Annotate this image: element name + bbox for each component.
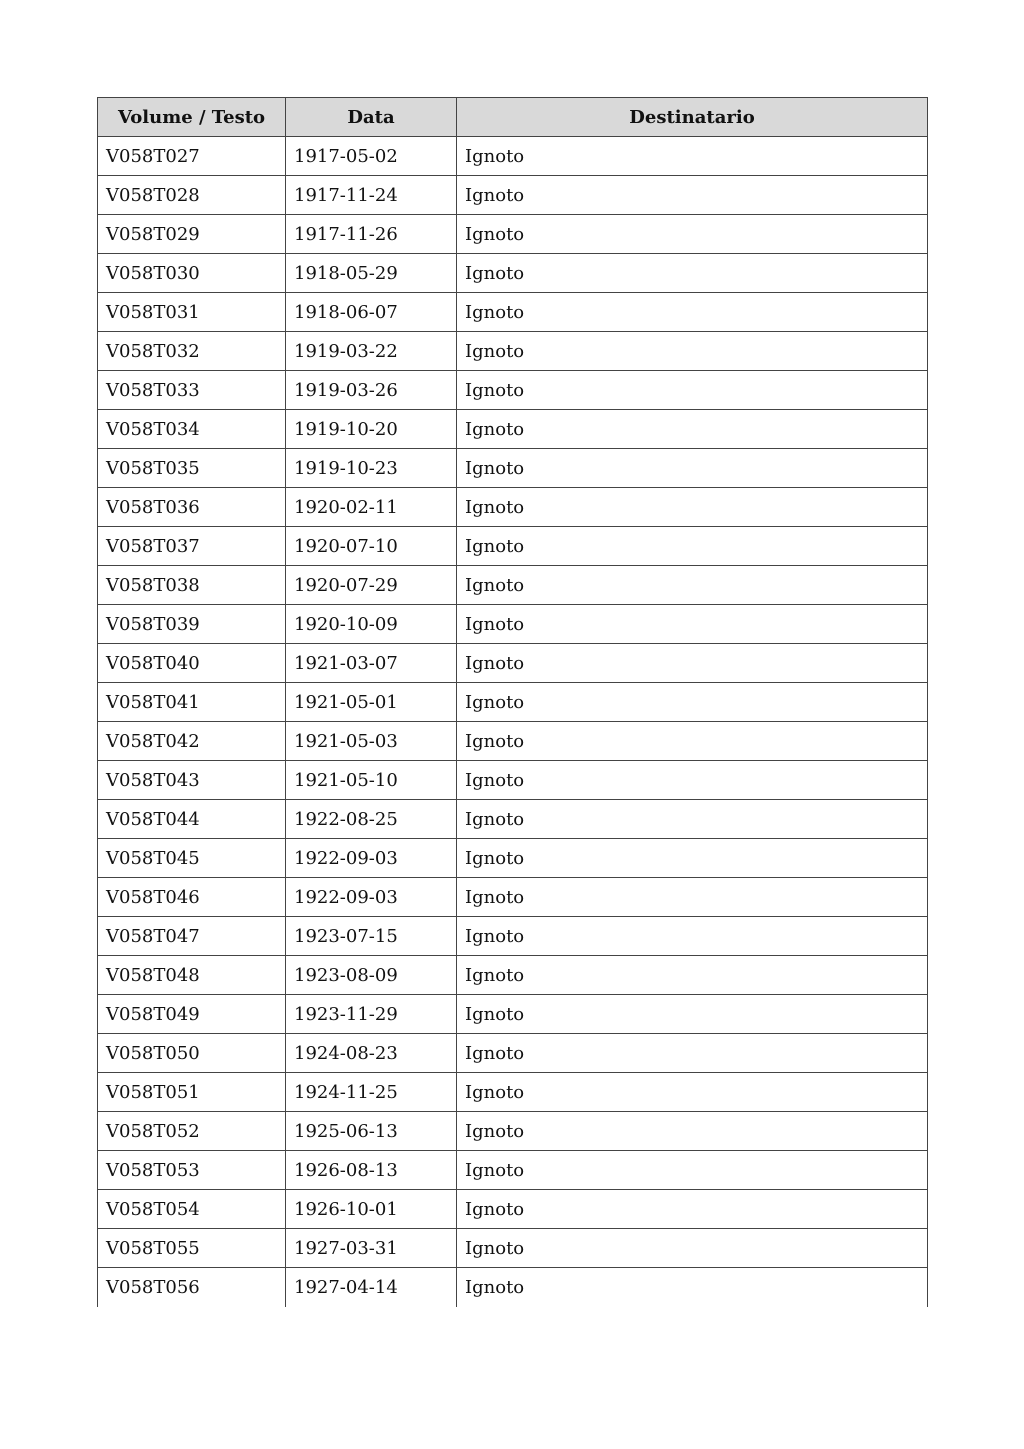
cell-destinatario: Ignoto (457, 488, 928, 527)
table-row (98, 1268, 928, 1307)
cell-volume-testo: V058T043 (98, 761, 286, 800)
cell-volume-testo: V058T038 (98, 566, 286, 605)
cell-destinatario: Ignoto (457, 410, 928, 449)
cell-data: 1921-05-03 (286, 722, 457, 761)
table-row (98, 488, 928, 527)
cell-data: 1923-08-09 (286, 956, 457, 995)
table-row (98, 1190, 928, 1229)
table-row (98, 1112, 928, 1151)
cell-volume-testo: V058T048 (98, 956, 286, 995)
cell-data: 1923-11-29 (286, 995, 457, 1034)
cell-data: 1917-11-24 (286, 176, 457, 215)
cell-data: 1919-03-26 (286, 371, 457, 410)
table-row (98, 449, 928, 488)
cell-data: 1921-03-07 (286, 644, 457, 683)
cell-data: 1918-06-07 (286, 293, 457, 332)
table-row (98, 800, 928, 839)
cell-volume-testo: V058T051 (98, 1073, 286, 1112)
cell-destinatario: Ignoto (457, 293, 928, 332)
cell-data: 1922-09-03 (286, 878, 457, 917)
cell-destinatario: Ignoto (457, 566, 928, 605)
table-row (98, 917, 928, 956)
cell-data: 1921-05-01 (286, 683, 457, 722)
table-row (98, 878, 928, 917)
cell-destinatario: Ignoto (457, 917, 928, 956)
cell-data: 1925-06-13 (286, 1112, 457, 1151)
table-row (98, 683, 928, 722)
table-row (98, 839, 928, 878)
cell-data: 1924-08-23 (286, 1034, 457, 1073)
cell-volume-testo: V058T037 (98, 527, 286, 566)
table-row (98, 137, 928, 176)
cell-destinatario: Ignoto (457, 1268, 928, 1307)
cell-destinatario: Ignoto (457, 722, 928, 761)
table-row (98, 1151, 928, 1190)
cell-volume-testo: V058T042 (98, 722, 286, 761)
header-data: Data (286, 98, 457, 137)
table-header-row (98, 98, 928, 137)
cell-data: 1917-11-26 (286, 215, 457, 254)
cell-destinatario: Ignoto (457, 761, 928, 800)
table-row (98, 371, 928, 410)
cell-volume-testo: V058T052 (98, 1112, 286, 1151)
cell-volume-testo: V058T036 (98, 488, 286, 527)
cell-data: 1919-03-22 (286, 332, 457, 371)
cell-volume-testo: V058T056 (98, 1268, 286, 1307)
table-row (98, 1034, 928, 1073)
cell-volume-testo: V058T030 (98, 254, 286, 293)
table-row (98, 995, 928, 1034)
cell-destinatario: Ignoto (457, 176, 928, 215)
cell-volume-testo: V058T034 (98, 410, 286, 449)
table-body (98, 137, 928, 1307)
cell-data: 1918-05-29 (286, 254, 457, 293)
cell-data: 1923-07-15 (286, 917, 457, 956)
table-row (98, 605, 928, 644)
cell-destinatario: Ignoto (457, 1190, 928, 1229)
cell-volume-testo: V058T040 (98, 644, 286, 683)
table-row (98, 176, 928, 215)
cell-volume-testo: V058T047 (98, 917, 286, 956)
cell-volume-testo: V058T054 (98, 1190, 286, 1229)
cell-destinatario: Ignoto (457, 1073, 928, 1112)
cell-destinatario: Ignoto (457, 956, 928, 995)
table-row (98, 566, 928, 605)
table-row (98, 332, 928, 371)
cell-destinatario: Ignoto (457, 1229, 928, 1268)
table-row (98, 761, 928, 800)
cell-data: 1920-07-29 (286, 566, 457, 605)
cell-destinatario: Ignoto (457, 1112, 928, 1151)
cell-volume-testo: V058T028 (98, 176, 286, 215)
table-row (98, 254, 928, 293)
cell-data: 1921-05-10 (286, 761, 457, 800)
table-row (98, 215, 928, 254)
cell-destinatario: Ignoto (457, 1151, 928, 1190)
cell-volume-testo: V058T027 (98, 137, 286, 176)
cell-data: 1927-03-31 (286, 1229, 457, 1268)
cell-destinatario: Ignoto (457, 332, 928, 371)
cell-data: 1919-10-20 (286, 410, 457, 449)
cell-data: 1926-08-13 (286, 1151, 457, 1190)
letters-table (97, 97, 928, 1307)
cell-destinatario: Ignoto (457, 527, 928, 566)
cell-data: 1920-07-10 (286, 527, 457, 566)
cell-destinatario: Ignoto (457, 878, 928, 917)
cell-volume-testo: V058T033 (98, 371, 286, 410)
cell-data: 1926-10-01 (286, 1190, 457, 1229)
cell-volume-testo: V058T035 (98, 449, 286, 488)
cell-destinatario: Ignoto (457, 215, 928, 254)
cell-destinatario: Ignoto (457, 605, 928, 644)
cell-data: 1922-08-25 (286, 800, 457, 839)
cell-volume-testo: V058T049 (98, 995, 286, 1034)
cell-volume-testo: V058T029 (98, 215, 286, 254)
table-row (98, 956, 928, 995)
cell-data: 1927-04-14 (286, 1268, 457, 1307)
cell-destinatario: Ignoto (457, 449, 928, 488)
cell-data: 1922-09-03 (286, 839, 457, 878)
table-row (98, 527, 928, 566)
table-row (98, 722, 928, 761)
table-row (98, 1073, 928, 1112)
cell-data: 1917-05-02 (286, 137, 457, 176)
cell-volume-testo: V058T055 (98, 1229, 286, 1268)
cell-destinatario: Ignoto (457, 683, 928, 722)
cell-volume-testo: V058T050 (98, 1034, 286, 1073)
table-row (98, 293, 928, 332)
table-row (98, 410, 928, 449)
table-row (98, 644, 928, 683)
cell-volume-testo: V058T046 (98, 878, 286, 917)
cell-destinatario: Ignoto (457, 1034, 928, 1073)
cell-destinatario: Ignoto (457, 644, 928, 683)
cell-volume-testo: V058T031 (98, 293, 286, 332)
cell-destinatario: Ignoto (457, 371, 928, 410)
cell-volume-testo: V058T044 (98, 800, 286, 839)
cell-destinatario: Ignoto (457, 254, 928, 293)
cell-data: 1924-11-25 (286, 1073, 457, 1112)
cell-volume-testo: V058T039 (98, 605, 286, 644)
cell-data: 1920-10-09 (286, 605, 457, 644)
cell-volume-testo: V058T032 (98, 332, 286, 371)
cell-volume-testo: V058T041 (98, 683, 286, 722)
header-volume-testo: Volume / Testo (98, 98, 286, 137)
cell-volume-testo: V058T053 (98, 1151, 286, 1190)
cell-data: 1920-02-11 (286, 488, 457, 527)
table-row (98, 1229, 928, 1268)
cell-destinatario: Ignoto (457, 995, 928, 1034)
cell-destinatario: Ignoto (457, 839, 928, 878)
cell-destinatario: Ignoto (457, 800, 928, 839)
cell-destinatario: Ignoto (457, 137, 928, 176)
cell-volume-testo: V058T045 (98, 839, 286, 878)
header-destinatario: Destinatario (457, 98, 928, 137)
cell-data: 1919-10-23 (286, 449, 457, 488)
